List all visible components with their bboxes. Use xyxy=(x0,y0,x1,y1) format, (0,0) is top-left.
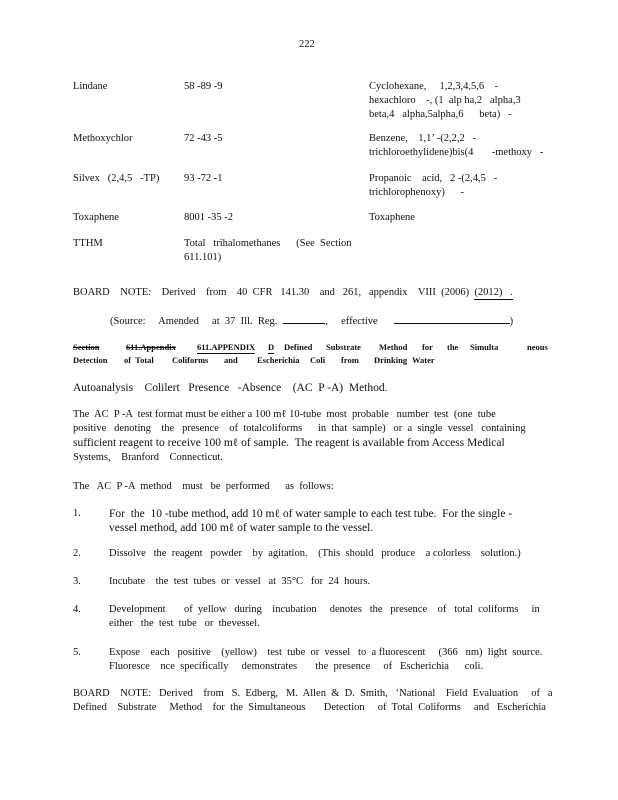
page-number: 222 xyxy=(299,39,315,50)
table-row-cas: 611.101) xyxy=(184,252,222,263)
method-intro: The AC P -A method must be performed as follows: xyxy=(73,481,334,492)
heading-word: Drinking xyxy=(374,355,408,365)
table-row-cas: 72 -43 -5 xyxy=(184,133,223,144)
heading-word: Coli xyxy=(310,355,326,365)
board-note-text: BOARD NOTE: Derived from 40 CFR 141.30 and 261, appendix VIII (2006) xyxy=(73,287,475,298)
table-row-name: Toxaphene xyxy=(73,212,119,223)
step-number: 3. xyxy=(73,576,81,587)
step-text: Development of yellow during incubation denotes the presence of total coliforms in xyxy=(109,604,540,615)
board-note-amendment: (2012) . xyxy=(474,287,513,298)
heading-word: 611.APPENDIX xyxy=(197,342,256,352)
table-row-cas: 93 -72 -1 xyxy=(184,173,223,184)
heading-word: Detection xyxy=(73,355,108,365)
step-text: Incubate the test tubes or vessel at 35°C for 24 hours. xyxy=(109,576,371,587)
table-row-cas: 8001 -35 -2 xyxy=(184,212,233,223)
heading-word: Water xyxy=(412,355,435,365)
heading-word: 611.Appendix xyxy=(126,342,176,352)
heading-word: for xyxy=(422,342,433,352)
paragraph-line: The AC P -A test format must be either a 100 mℓ 10-tube most probable number test (one tube xyxy=(73,409,496,420)
step-text: For the 10 -tube method, add 10 mℓ of water sample to each test tube. For the single - xyxy=(109,508,513,520)
heading-word: from xyxy=(341,355,359,365)
step-text: Fluoresce nce specifically demonstrates the presence of Escherichia coli. xyxy=(109,661,484,672)
step-text: either the test tube or thevessel. xyxy=(109,618,260,629)
table-row-chemical: trichlorophenoxy) - xyxy=(369,187,465,198)
effective-date-blank xyxy=(394,313,510,324)
heading-word: of Total xyxy=(124,355,154,365)
paragraph-line: Systems, Branford Connecticut. xyxy=(73,452,223,463)
step-number: 4. xyxy=(73,604,81,615)
table-row-name: Methoxychlor xyxy=(73,133,133,144)
paragraph-line: sufficient reagent to receive 100 mℓ of sample. The reagent is available from Access Medical xyxy=(73,437,505,449)
table-row-name: TTHM xyxy=(73,238,103,249)
heading-word: Simulta xyxy=(470,342,499,352)
step-number: 2. xyxy=(73,548,81,559)
table-row-chemical: hexachloro -, (1 alp ha,2 alpha,3 xyxy=(369,95,521,106)
table-row-chemical: Cyclohexane, 1,2,3,4,5,6 - xyxy=(369,81,499,92)
citation-line: BOARD NOTE: Derived from S. Edberg, M. Allen & D. Smith, ‘National Field Evaluation of a xyxy=(73,688,553,699)
table-row-chemical: beta,4 alpha,5alpha,6 beta) - xyxy=(369,109,512,120)
step-number: 1. xyxy=(73,508,81,519)
heading-word: Defined xyxy=(284,342,313,352)
method-title: Autoanalysis Colilert Presence -Absence (AC P -A) Method. xyxy=(73,382,388,394)
source-mid: , effective xyxy=(325,316,378,327)
step-text: Dissolve the reagent powder by agitation. (This should produce a colorless solution.) xyxy=(109,548,521,559)
heading-word: neous xyxy=(527,342,548,352)
table-row-cas: Total trihalomethanes (See Section xyxy=(184,238,352,249)
source-end: ) xyxy=(509,316,514,327)
table-row-cas: 58 -89 -9 xyxy=(184,81,223,92)
source-prefix: (Source: Amended at 37 Ill. Reg. xyxy=(110,316,278,327)
step-number: 5. xyxy=(73,647,81,658)
heading-word: and xyxy=(224,355,238,365)
table-row-chemical: Propanoic acid, 2 -(2,4,5 - xyxy=(369,173,498,184)
register-page-blank xyxy=(283,313,325,324)
table-row-chemical: Toxaphene xyxy=(369,212,415,223)
paragraph-line: positive denoting the presence of totalcoliforms in that sample) or a single vessel containing xyxy=(73,423,526,434)
heading-word: Section xyxy=(73,342,100,352)
heading-word: the xyxy=(447,342,459,352)
heading-word: Escherichia xyxy=(257,355,300,365)
source-line xyxy=(110,313,513,328)
heading-word: Substrate xyxy=(326,342,361,352)
heading-word: D xyxy=(268,342,275,352)
board-note xyxy=(73,286,513,300)
heading-word: Coliforms xyxy=(172,355,209,365)
table-row-chemical: trichloroethylidene)bis(4 -methoxy - xyxy=(369,147,544,158)
table-row-name: Lindane xyxy=(73,81,108,92)
table-row-name: Silvex (2,4,5 -TP) xyxy=(73,173,160,184)
step-text: Expose each positive (yellow) test tube or vessel to a fluorescent (366 nm) light source. xyxy=(109,647,543,658)
table-row-chemical: Benzene, 1,1’ -(2,2,2 - xyxy=(369,133,477,144)
step-text: vessel method, add 100 mℓ of water sample to the vessel. xyxy=(109,522,374,534)
citation-line: Defined Substrate Method for the Simultaneous Detection of Total Coliforms and Escherichia xyxy=(73,702,546,713)
heading-word: Method xyxy=(379,342,408,352)
